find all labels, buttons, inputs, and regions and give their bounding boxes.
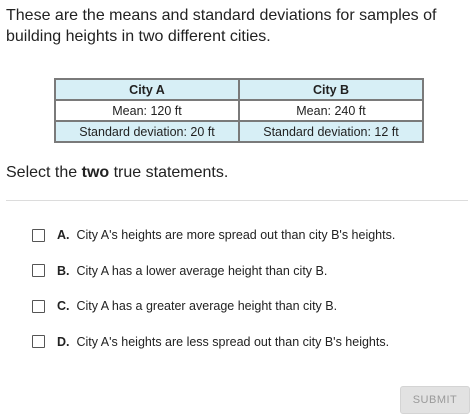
table-cell-city-a-sd: Standard deviation: 20 ft bbox=[55, 121, 239, 142]
option-c-text: City A has a greater average height than city B. bbox=[76, 299, 338, 313]
answer-options bbox=[30, 224, 460, 366]
table-cell-city-a-mean: Mean: 120 ft bbox=[55, 100, 239, 121]
option-b-letter: B. bbox=[57, 263, 70, 278]
option-b-text: City A has a lower average height than city B. bbox=[76, 263, 328, 278]
option-c-checkbox[interactable] bbox=[32, 300, 45, 313]
table-cell-city-b-mean: Mean: 240 ft bbox=[239, 100, 423, 121]
section-divider bbox=[6, 200, 468, 201]
column-header-city-a: City A bbox=[55, 79, 239, 100]
option-a-checkbox[interactable] bbox=[32, 229, 45, 242]
table-header-row bbox=[55, 79, 423, 100]
instruction-suffix: true statements. bbox=[109, 164, 229, 181]
option-a-text: City A's heights are more spread out than city B's heights. bbox=[76, 228, 396, 242]
option-b[interactable] bbox=[30, 260, 460, 282]
option-d-text: City A's heights are less spread out than city B's heights. bbox=[76, 334, 390, 349]
column-header-city-b: City B bbox=[239, 79, 423, 100]
option-c-letter: C. bbox=[57, 299, 70, 313]
submit-button[interactable]: SUBMIT bbox=[400, 386, 470, 414]
table-cell-city-b-sd: Standard deviation: 12 ft bbox=[239, 121, 423, 142]
option-d-checkbox[interactable] bbox=[32, 335, 45, 348]
instruction-emphasis: two bbox=[81, 164, 110, 181]
table-row-mean bbox=[55, 100, 423, 121]
option-a-letter: A. bbox=[57, 228, 70, 242]
question-prompt: These are the means and standard deviations for samples of building heights in two different cities. bbox=[6, 7, 437, 45]
option-d-letter: D. bbox=[57, 334, 70, 349]
option-c[interactable] bbox=[30, 295, 460, 317]
option-d[interactable] bbox=[30, 331, 460, 353]
option-a[interactable] bbox=[30, 224, 460, 246]
instruction-text bbox=[6, 163, 228, 183]
option-b-checkbox[interactable] bbox=[32, 264, 45, 277]
table-row-standard-deviation bbox=[55, 121, 423, 142]
statistics-table bbox=[54, 78, 424, 143]
instruction-prefix: Select the bbox=[6, 164, 82, 181]
